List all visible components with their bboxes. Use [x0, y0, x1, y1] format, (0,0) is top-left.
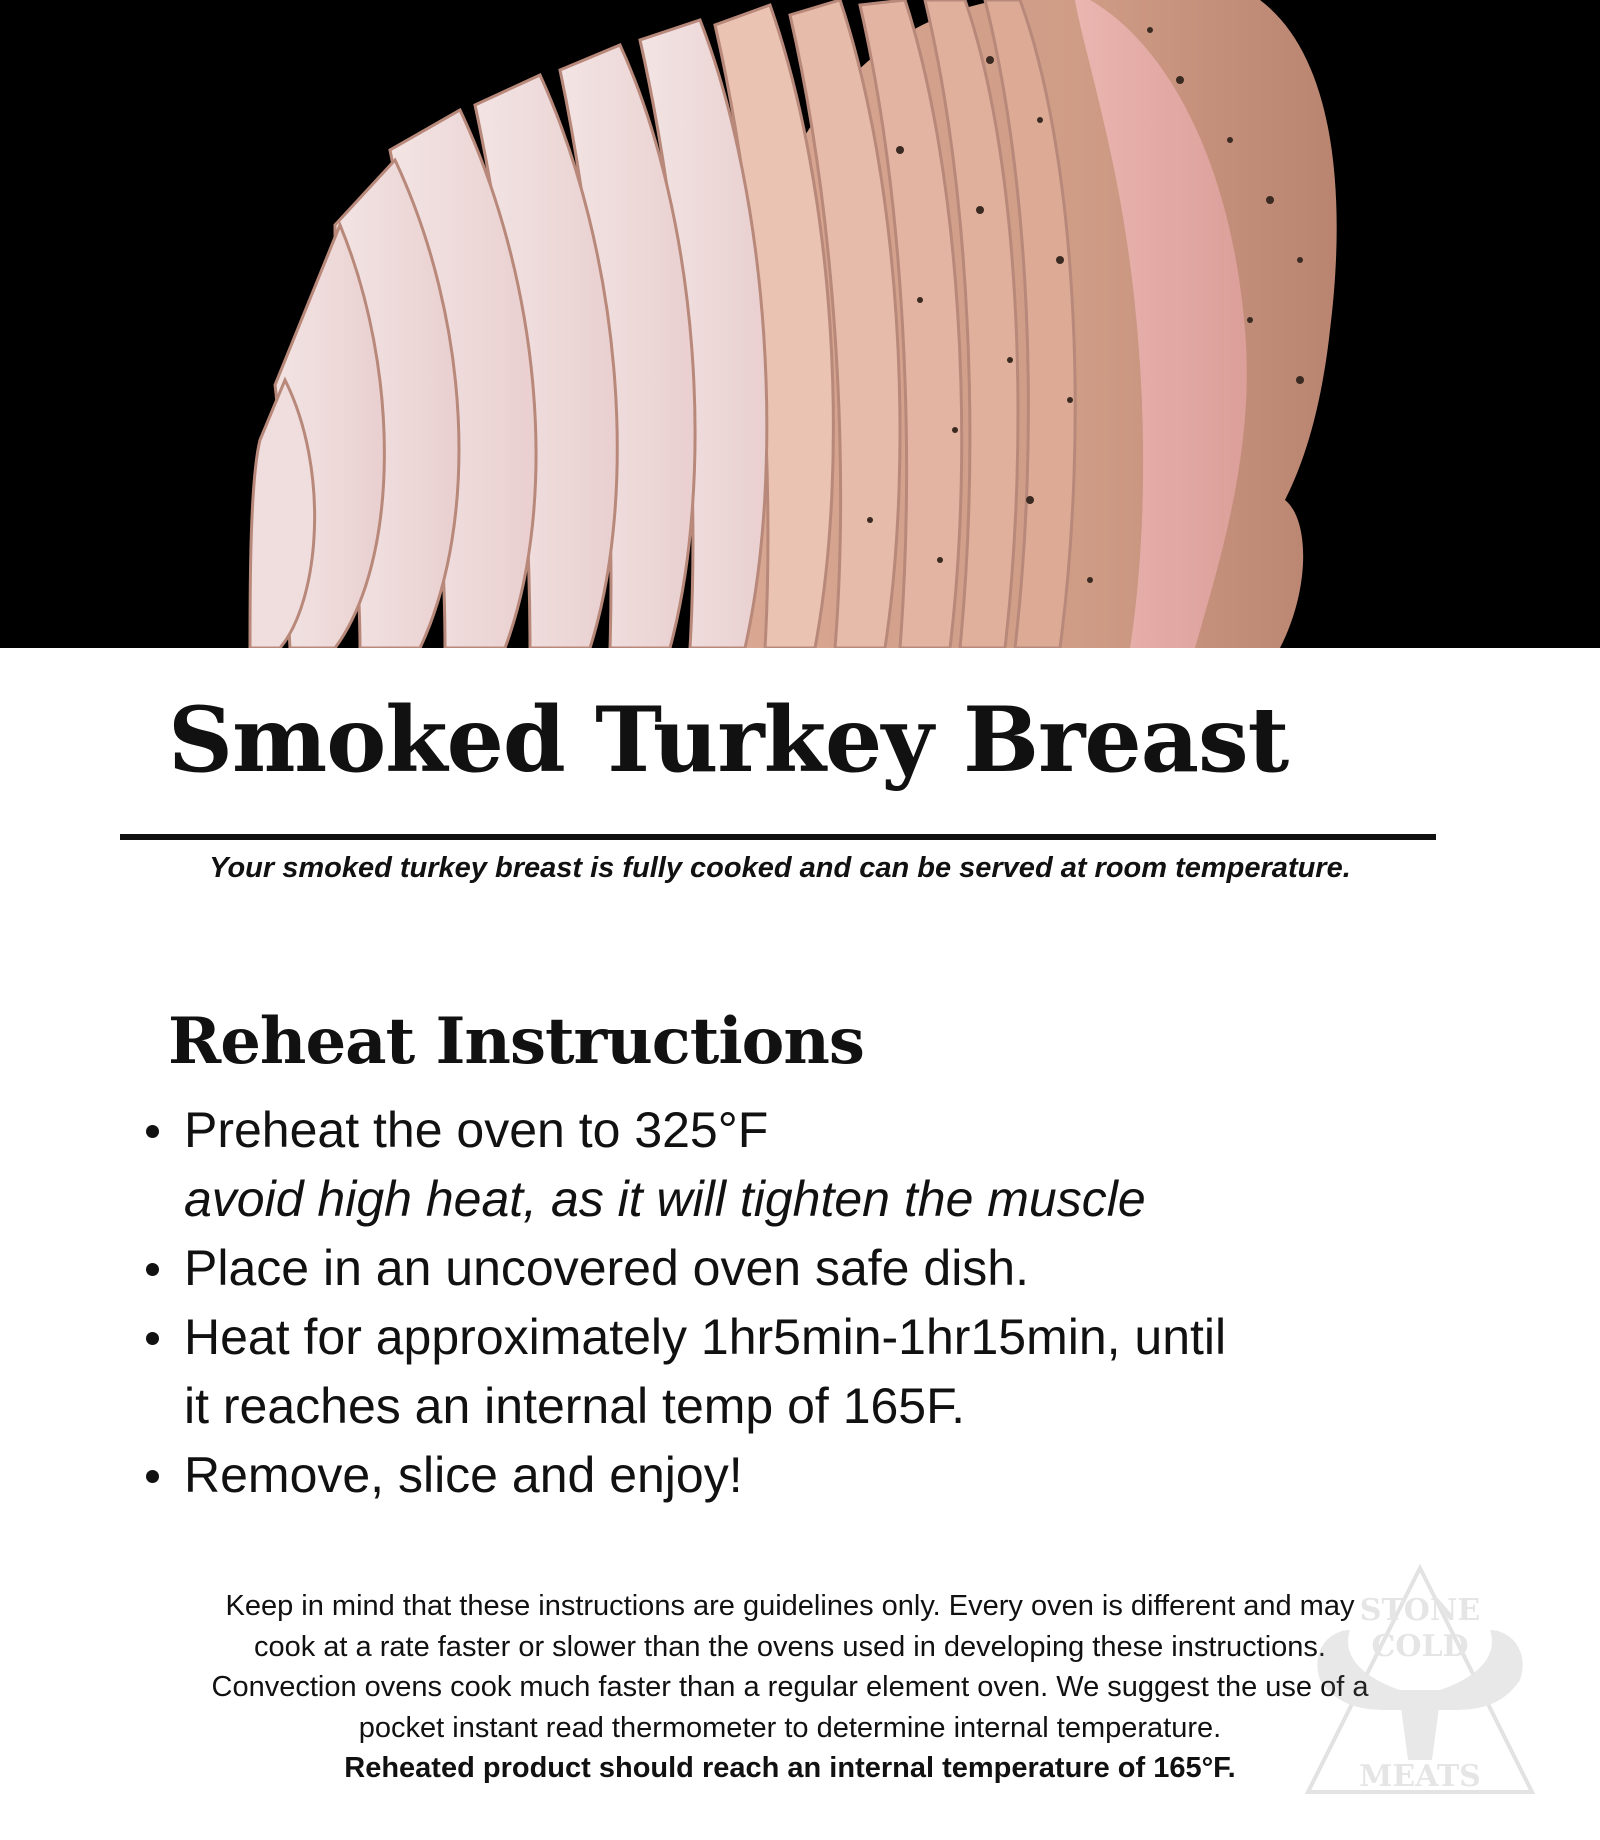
page-title: Smoked Turkey Breast: [168, 687, 1289, 793]
reheat-steps-list: [140, 1096, 1440, 1510]
hero-photo: [0, 0, 1600, 648]
step-text: Remove, slice and enjoy!: [184, 1447, 743, 1503]
disclaimer-line: Keep in mind that these instructions are guidelines only. Every oven is different and may: [225, 1590, 1355, 1622]
longhorn-skull-logo-icon: [1300, 1560, 1540, 1800]
logo-text-line1: STONE: [1359, 1593, 1481, 1628]
logo-text-line3: MEATS: [1359, 1759, 1481, 1794]
step-text: Heat for approximately 1hr5min-1hr15min, until: [184, 1309, 1227, 1365]
bullet-icon: [146, 1470, 159, 1483]
disclaimer-line: Convection ovens cook much faster than a regular element oven. We suggest the use of a: [211, 1671, 1369, 1703]
disclaimer-bold-line: Reheated product should reach an internal temperature of 165°F.: [344, 1752, 1236, 1784]
stone-cold-meats-logo: [1300, 1560, 1540, 1800]
step-text: Preheat the oven to 325°F: [184, 1102, 769, 1158]
disclaimer: [140, 1586, 1440, 1789]
title-divider: [120, 834, 1436, 840]
subtitle: Your smoked turkey breast is fully cooked and can be served at room temperature.: [209, 852, 1351, 884]
step-dish: [140, 1234, 1440, 1303]
step-text-continued: it reaches an internal temp of 165F.: [184, 1378, 966, 1434]
bullet-icon: [146, 1263, 159, 1276]
step-heat: [140, 1303, 1440, 1441]
reheat-heading: Reheat Instructions: [168, 1004, 864, 1079]
bullet-icon: [146, 1332, 159, 1345]
turkey-breast-illustration: [0, 0, 1600, 648]
step-serve: [140, 1441, 1440, 1510]
step-preheat: [140, 1096, 1440, 1234]
logo-text-line2: COLD: [1371, 1629, 1469, 1664]
bullet-icon: [146, 1125, 159, 1138]
disclaimer-line: pocket instant read thermometer to determine internal temperature.: [358, 1711, 1222, 1744]
step-text: Place in an uncovered oven safe dish.: [184, 1240, 1029, 1296]
step-note: avoid high heat, as it will tighten the muscle: [184, 1171, 1146, 1227]
disclaimer-line: cook at a rate faster or slower than the ovens used in developing these instructions.: [253, 1630, 1326, 1663]
